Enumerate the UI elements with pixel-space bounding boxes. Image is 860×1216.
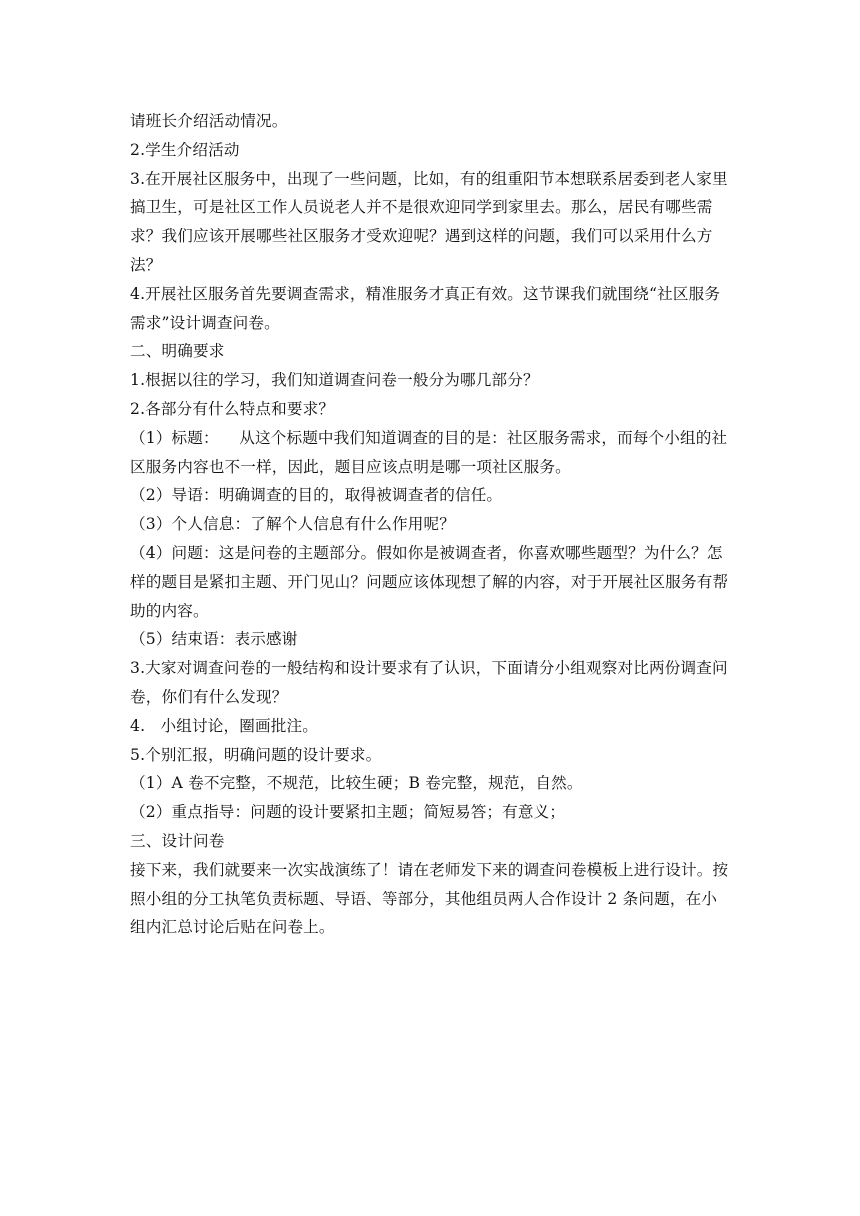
paragraph-req-3: 3.大家对调查问卷的一般结构和设计要求有了认识，下面请分小组观察对比两份调查问卷，你们有什么发现？ xyxy=(130,659,728,706)
document-body xyxy=(130,107,730,942)
paragraph-part-title: （1）标题： 从这个标题中我们知道调查的目的是：社区服务需求，而每个小组的社区服务内容也不一样，因此，题目应该点明是哪一项社区服务。 xyxy=(130,428,728,476)
paragraph-req-5: 5.个别汇报，明确问题的设计要求。 xyxy=(130,745,382,764)
paragraph-design-task: 接下来，我们就要来一次实战演练了！请在老师发下来的调查问卷模板上进行设计。按照小组的分工执笔负责标题、导语、等部分，其他组员两人合作设计 2 条问题，在小组内汇总讨论后贴在问卷上。 xyxy=(130,860,729,937)
paragraph-part-personal-info: （3）个人信息：了解个人信息有什么作用呢？ xyxy=(130,515,455,534)
paragraph-req-2: 2.各部分有什么特点和要求？ xyxy=(130,399,335,418)
paragraph-finding-1: （1）A 卷不完整，不规范，比较生硬；B 卷完整，规范，自然。 xyxy=(130,774,583,793)
section-heading-requirements: 二、明确要求 xyxy=(130,342,225,361)
paragraph-step-2: 2.学生介绍活动 xyxy=(130,140,240,159)
paragraph-step-3: 3.在开展社区服务中，出现了一些问题，比如，有的组重阳节本想联系居委到老人家里搞卫生，可是社区工作人员说老人并不是很欢迎同学到家里去。那么，居民有哪些需求？我们应该开展哪些社区服务才受欢迎呢？遇到这样的问题，我们可以采用什么方法？ xyxy=(130,169,728,274)
paragraph-intro: 请班长介绍活动情况。 xyxy=(130,112,288,130)
paragraph-finding-2: （2）重点指导：问题的设计要紧扣主题；简短易答；有意义； xyxy=(130,803,566,822)
paragraph-req-1: 1.根据以往的学习，我们知道调查问卷一般分为哪几部分？ xyxy=(130,371,539,390)
paragraph-req-4: 4. 小组讨论，圈画批注。 xyxy=(130,716,318,735)
paragraph-step-4: 4.开展社区服务首先要调查需求，精准服务才真正有效。这节课我们就围绕“社区服务需求”设计调查问卷。 xyxy=(130,284,721,332)
paragraph-part-intro: （2）导语：明确调查的目的，取得被调查者的信任。 xyxy=(130,486,503,505)
section-heading-design: 三、设计问卷 xyxy=(130,831,225,850)
paragraph-part-questions: （4）问题：这是问卷的主题部分。假如你是被调查者，你喜欢哪些题型？为什么？怎样的题目是紧扣主题、开门见山？问题应该体现想了解的内容，对于开展社区服务有帮助的内容。 xyxy=(130,543,729,620)
paragraph-part-closing: （5）结束语：表示感谢 xyxy=(130,630,298,649)
